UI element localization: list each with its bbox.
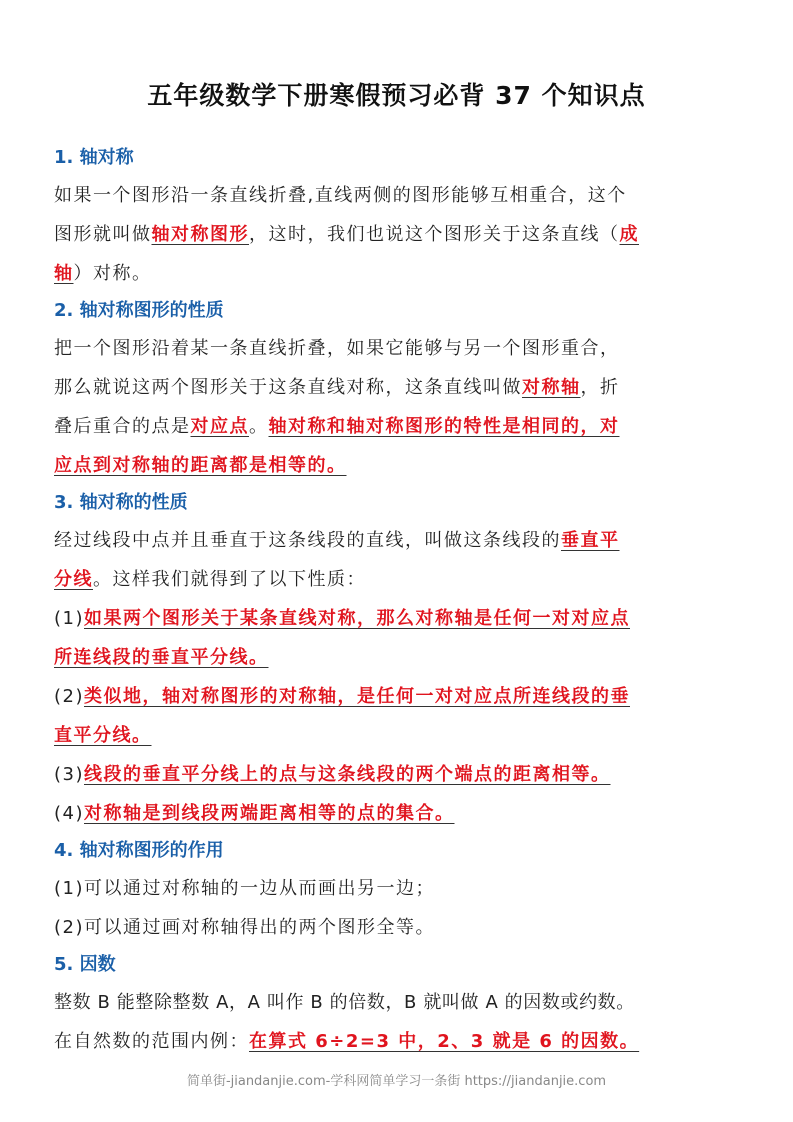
highlight-term: 轴: [54, 263, 74, 284]
text-span: 经过线段中点并且垂直于这条线段的直线，叫做这条线段的: [54, 530, 561, 551]
text-span: 。: [249, 416, 269, 437]
highlight-statement: 线段的垂直平分线上的点与这条线段的两个端点的距离相等。: [84, 764, 611, 785]
list-item: [54, 755, 744, 794]
highlight-term: 对应点: [190, 416, 249, 437]
highlight-term: 轴对称图形: [151, 224, 249, 245]
section-heading-4: 4. 轴对称图形的作用: [54, 840, 224, 861]
list-item-continuation: [54, 716, 744, 755]
text-span: ，折: [580, 377, 620, 398]
list-item: [54, 794, 744, 833]
text-span: 那么就说这两个图形关于这条直线对称，这条直线叫做: [54, 377, 522, 398]
text-span: 。这样我们就得到了以下性质：: [93, 569, 366, 590]
highlight-statement: 应点到对称轴的距离都是相等的。: [54, 455, 347, 476]
paragraph-line: [54, 560, 744, 599]
highlight-statement: 类似地，轴对称图形的对称轴，是任何一对对应点所连线段的垂: [84, 686, 630, 707]
highlight-statement: 对称轴是到线段两端距离相等的点的集合。: [84, 803, 455, 824]
page-title: 五年级数学下册寒假预习必背 37 个知识点: [147, 81, 646, 110]
document-body: [54, 140, 744, 1061]
list-number: (3): [54, 764, 84, 785]
paragraph-line: [54, 446, 744, 485]
paragraph-line: 如果一个图形沿一条直线折叠,直线两侧的图形能够互相重合，这个: [54, 185, 627, 206]
paragraph-line: [54, 368, 744, 407]
list-item: [54, 677, 744, 716]
text-span: ）对称。: [73, 263, 152, 284]
highlight-statement: 如果两个图形关于某条直线对称，那么对称轴是任何一对对应点: [84, 608, 630, 629]
list-number: (2): [54, 686, 84, 707]
highlight-statement: 轴对称和轴对称图形的特性是相同的，对: [268, 416, 620, 437]
list-number: (4): [54, 803, 84, 824]
paragraph-line: 整数 B 能整除整数 A，A 叫作 B 的倍数，B 就叫做 A 的因数或约数。: [54, 992, 635, 1013]
list-item-continuation: [54, 638, 744, 677]
highlight-term: 成: [619, 224, 639, 245]
paragraph-line: 把一个图形沿着某一条直线折叠，如果它能够与另一个图形重合，: [54, 338, 620, 359]
text-span: ，这时，我们也说这个图形关于这条直线（: [249, 224, 620, 245]
paragraph-line: [54, 254, 744, 293]
text-span: 在自然数的范围内例：: [54, 1031, 249, 1052]
section-heading-5: 5. 因数: [54, 954, 116, 975]
text-span: 图形就叫做: [54, 224, 152, 245]
highlight-statement: 所连线段的垂直平分线。: [54, 647, 269, 668]
highlight-term: 分线: [54, 569, 93, 590]
paragraph-line: [54, 407, 744, 446]
section-heading-2: 2. 轴对称图形的性质: [54, 300, 224, 321]
section-heading-3: 3. 轴对称的性质: [54, 492, 188, 513]
page-footer: 简单街-jiandanjie.com-学科网简单学习一条街 https://jiandanjie.com: [186, 1074, 607, 1089]
highlight-statement: 在算式 6÷2=3 中，2、3 就是 6 的因数。: [249, 1031, 640, 1052]
highlight-term: 垂直平: [561, 530, 620, 551]
text-span: 叠后重合的点是: [54, 416, 191, 437]
paragraph-line: [54, 215, 744, 254]
paragraph-line: [54, 1022, 744, 1061]
list-item: [54, 599, 744, 638]
list-item: (1)可以通过对称轴的一边从而画出另一边；: [54, 878, 435, 899]
section-heading-1: 1. 轴对称: [54, 147, 134, 168]
highlight-statement: 直平分线。: [54, 725, 152, 746]
list-item: (2)可以通过画对称轴得出的两个图形全等。: [54, 917, 435, 938]
list-number: (1): [54, 608, 84, 629]
paragraph-line: [54, 521, 744, 560]
highlight-term: 对称轴: [522, 377, 581, 398]
